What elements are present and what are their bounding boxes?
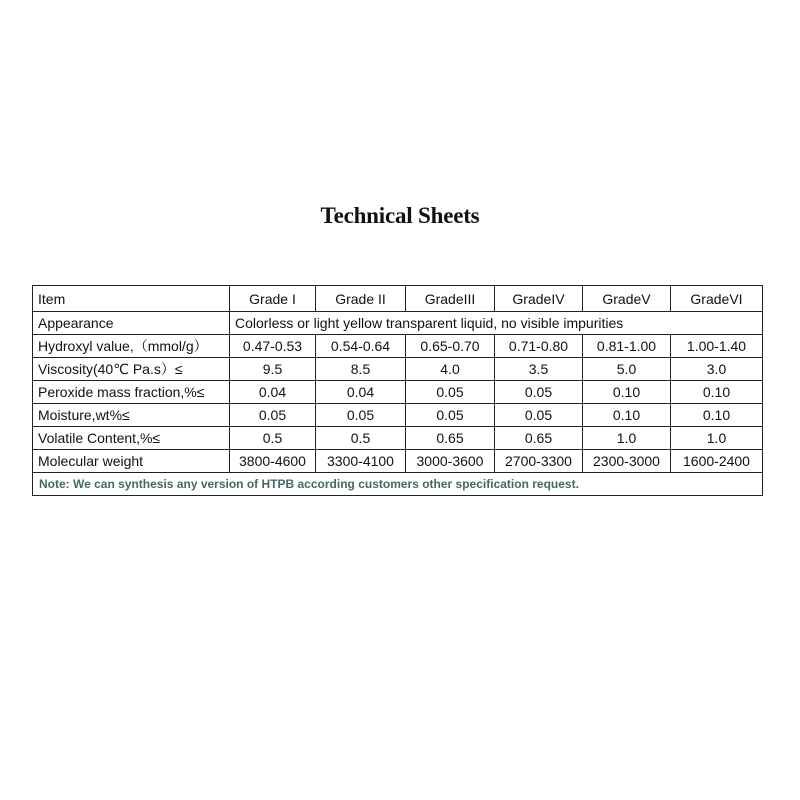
table-row <box>33 335 763 358</box>
table-cell: 0.05 <box>316 404 406 427</box>
table-cell: 0.05 <box>406 381 495 404</box>
row-label: Viscosity(40℃ Pa.s）≤ <box>33 358 230 381</box>
table-cell: 8.5 <box>316 358 406 381</box>
table-cell: 3.0 <box>671 358 763 381</box>
table-cell: 0.10 <box>583 404 671 427</box>
table-cell: 0.54-0.64 <box>316 335 406 358</box>
row-label: Volatile Content,%≤ <box>33 427 230 450</box>
table-cell: 0.05 <box>406 404 495 427</box>
table-cell: 1.00-1.40 <box>671 335 763 358</box>
table-cell: 0.65 <box>495 427 583 450</box>
header-cell-grade-5: GradeV <box>583 286 671 312</box>
table-cell: 1.0 <box>671 427 763 450</box>
specification-note: Note: We can synthesis any version of HTPB according customers other specification request. <box>33 473 763 496</box>
table-cell: 0.71-0.80 <box>495 335 583 358</box>
table-row-appearance <box>33 312 763 335</box>
table-cell: 0.81-1.00 <box>583 335 671 358</box>
header-cell-grade-6: GradeVI <box>671 286 763 312</box>
table-cell: 3.5 <box>495 358 583 381</box>
table-row <box>33 427 763 450</box>
header-cell-grade-3: GradeIII <box>406 286 495 312</box>
table-cell: 0.05 <box>495 404 583 427</box>
table-note-row <box>33 473 763 496</box>
table-cell: 0.10 <box>583 381 671 404</box>
table-cell: 3300-4100 <box>316 450 406 473</box>
table-cell: 0.47-0.53 <box>230 335 316 358</box>
header-cell-grade-1: Grade I <box>230 286 316 312</box>
technical-sheet-table <box>32 285 763 496</box>
table-row <box>33 358 763 381</box>
row-label: Peroxide mass fraction,%≤ <box>33 381 230 404</box>
row-label: Hydroxyl value,（mmol/g） <box>33 335 230 358</box>
table-cell: 0.5 <box>230 427 316 450</box>
table-cell: 0.05 <box>230 404 316 427</box>
table-cell: 0.65-0.70 <box>406 335 495 358</box>
table-cell: 0.05 <box>495 381 583 404</box>
table-cell: 0.10 <box>671 404 763 427</box>
table-cell: 3800-4600 <box>230 450 316 473</box>
table-cell: 1.0 <box>583 427 671 450</box>
table-row <box>33 450 763 473</box>
table-cell: 3000-3600 <box>406 450 495 473</box>
table-cell: 0.5 <box>316 427 406 450</box>
table-cell: 0.65 <box>406 427 495 450</box>
row-label: Moisture,wt%≤ <box>33 404 230 427</box>
row-label: Molecular weight <box>33 450 230 473</box>
table-cell: 0.04 <box>316 381 406 404</box>
row-label: Appearance <box>33 312 230 335</box>
table-cell: 9.5 <box>230 358 316 381</box>
appearance-value: Colorless or light yellow transparent liquid, no visible impurities <box>230 312 763 335</box>
header-cell-grade-4: GradeIV <box>495 286 583 312</box>
table-cell: 0.10 <box>671 381 763 404</box>
table-cell: 2700-3300 <box>495 450 583 473</box>
header-cell-grade-2: Grade II <box>316 286 406 312</box>
table-cell: 1600-2400 <box>671 450 763 473</box>
table-row <box>33 404 763 427</box>
table-row <box>33 381 763 404</box>
page-title: Technical Sheets <box>320 203 480 228</box>
table-cell: 5.0 <box>583 358 671 381</box>
header-cell-item: Item <box>33 286 230 312</box>
table-header-row <box>33 286 763 312</box>
table-cell: 4.0 <box>406 358 495 381</box>
table-cell: 0.04 <box>230 381 316 404</box>
table-cell: 2300-3000 <box>583 450 671 473</box>
